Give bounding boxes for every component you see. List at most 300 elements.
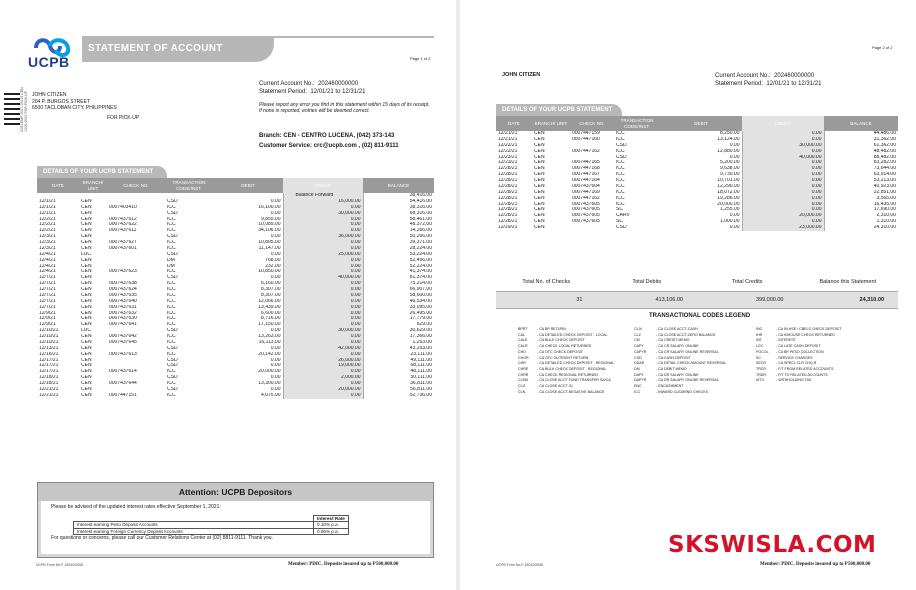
cell-credit: 0.00: [283, 334, 363, 340]
cell-credit: 0.00: [283, 258, 363, 264]
legend-code: SECR: [756, 361, 766, 366]
cell-date: 12/22/21: [498, 148, 518, 154]
cell-branch: CEN: [81, 210, 92, 216]
cell-branch: CEN: [81, 240, 92, 245]
cell-check-no: 0007437601: [109, 245, 137, 251]
cell-transaction-code: ICC: [167, 269, 176, 275]
cell-debit: 13,439.00: [258, 304, 281, 310]
cell-branch: CEN: [81, 257, 92, 263]
cell-date: 12/28/21: [498, 166, 518, 172]
cell-balance: 26,495.00: [409, 310, 432, 316]
cell-credit: 0.00: [283, 293, 363, 299]
cell-credit: 0.00: [283, 264, 363, 270]
cell-balance: 52,736.00: [409, 392, 432, 398]
legend-description: - CA CHECK REGIONAL RETURNED: [537, 372, 598, 377]
table-row: [37, 393, 434, 399]
summary-labels: [496, 273, 898, 291]
cell-check-no: 0007437638: [109, 281, 137, 287]
attention-notice: [37, 482, 434, 558]
cell-credit: 0.00: [742, 160, 824, 166]
cell-balance: 75,214.00: [409, 281, 432, 287]
cell-transaction-code: CSD: [167, 234, 178, 240]
attention-body: [41, 501, 430, 554]
cell-branch: CEN: [534, 195, 545, 201]
cell-debit: 232.00: [265, 263, 281, 269]
cell-credit: 36,000.00: [283, 234, 363, 240]
cell-transaction-code: ICC: [167, 392, 176, 398]
total-debits-label: Total Debits: [632, 278, 662, 285]
cell-date: 12/17/21: [39, 357, 59, 363]
cell-branch: CEN: [534, 207, 545, 213]
customer-name: JOHN CITIZEN: [32, 92, 67, 98]
cell-credit: 0.00: [742, 190, 824, 196]
cell-balance: 14,266.00: [409, 228, 432, 234]
cell-debit: 768.00: [265, 257, 281, 263]
cell-date: 12/4/21: [39, 263, 56, 269]
cell-branch: LUC: [81, 251, 92, 257]
cell-date: 12/18/21: [39, 375, 59, 381]
cell-debit: 4,075.00: [261, 392, 281, 398]
cell-transaction-code: ICC: [167, 381, 176, 386]
cell-branch: CEN: [81, 228, 92, 234]
cell-transaction-code: ICC: [167, 351, 176, 357]
cell-balance: 83,282.00: [873, 160, 896, 166]
legend-description: - CA CLOSE ACCT-CASH: [656, 327, 698, 331]
col-check-no: CHECK NO.: [107, 178, 165, 193]
cell-transaction-code: ICC: [167, 216, 176, 222]
cell-transaction-code: ICC: [616, 166, 625, 172]
cell-date: 12/28/21: [498, 178, 518, 183]
cell-credit: 0.00: [283, 305, 363, 311]
legend-description: - CA CLOSE ACCT GL: [537, 384, 574, 389]
cell-debit: 6,600.00: [261, 310, 281, 316]
cell-debit: 0.00: [270, 275, 281, 281]
legend-code: CALE: [518, 338, 528, 343]
cell-transaction-code: CSD: [167, 328, 178, 334]
cell-branch: CEN: [534, 148, 545, 154]
cell-check-no: 0007403410: [109, 204, 137, 210]
cell-debit: 8,716.00: [261, 316, 281, 322]
cell-branch: CEN: [81, 310, 92, 316]
cell-debit: 0.00: [270, 345, 281, 351]
legend-description: - CA BULK CHECK DEPOSIT: [537, 338, 585, 343]
cell-debit: 0.00: [270, 234, 281, 240]
legend-description: - CA DETAILED CHECK DEPOSIT - REGIONAL: [537, 361, 615, 366]
cell-date: 12/28/21: [498, 201, 518, 207]
cell-credit: 0.00: [283, 381, 363, 387]
cell-branch: CEN: [534, 225, 545, 230]
cell-debit: 20,000.00: [717, 201, 740, 207]
cell-balance: 53,213.00: [873, 178, 896, 183]
cell-branch: CEN: [534, 166, 545, 172]
cell-balance: 52,456.00: [409, 257, 432, 263]
cell-balance: 73,644.00: [873, 166, 896, 172]
cell-credit: 0.00: [742, 184, 824, 190]
cell-branch: CEN: [81, 263, 92, 269]
cell-date: 12/21/21: [498, 131, 518, 136]
cell-branch: CEN: [81, 363, 92, 369]
cell-debit: 34,106.00: [258, 228, 281, 234]
cell-balance: 39,371.00: [409, 240, 432, 245]
legend-description: - CA CLOSE ACCT-ZERO BALANCE: [656, 332, 716, 337]
cell-balance: 2,310.00: [876, 213, 896, 219]
legend-code: CHRE: [518, 366, 529, 371]
cell-balance: 629.00: [416, 322, 432, 328]
cell-date: 12/1/21: [39, 210, 56, 216]
cell-date: 12/17/21: [39, 369, 59, 375]
cell-credit: 0.00: [283, 369, 363, 375]
legend-code: INT: [756, 338, 762, 343]
cell-credit: 0.00: [283, 269, 363, 275]
cell-branch: CEN: [81, 316, 92, 322]
total-checks-value: 31: [576, 297, 583, 303]
cell-debit: 10,850.00: [258, 269, 281, 275]
cell-debit: 1,000.00: [720, 219, 740, 225]
cell-transaction-code: ICC: [616, 189, 625, 195]
legend-description: - INWARD CLEARING CHECKS: [656, 389, 708, 394]
legend-code: TRDR: [756, 372, 766, 377]
cell-date: 12/16/21: [39, 351, 59, 357]
cell-transaction-code: ICC: [167, 228, 176, 234]
cell-transaction-code: ICC: [167, 304, 176, 310]
cell-branch: CEN: [81, 369, 92, 375]
legend-description: - CA CR SALARY ONLINE REVERSAL: [656, 349, 719, 354]
cell-credit: 0.00: [283, 217, 363, 223]
cell-balance: 56,811.00: [410, 386, 432, 392]
cell-balance: 36,811.00: [410, 381, 432, 386]
cell-branch: CEN: [81, 334, 92, 339]
cell-branch: LUC: [81, 328, 92, 334]
cell-transaction-code: DM: [167, 263, 175, 269]
cell-date: 12/7/21: [39, 292, 56, 298]
cell-branch: CEN: [81, 204, 92, 210]
cell-check-no: 0007447168: [572, 166, 600, 172]
cell-credit: 0.00: [742, 166, 824, 172]
cell-branch: CEN: [81, 275, 92, 281]
cell-transaction-code: ICC: [616, 148, 625, 154]
legend-description: - CA INHOUSE CHECK RETURNED: [776, 332, 835, 337]
total-credits-value: 399,000.00: [755, 297, 784, 303]
cell-credit: 0.00: [742, 137, 824, 143]
cell-branch: CEN: [81, 198, 92, 204]
cell-debit: 8,307.00: [261, 287, 281, 292]
legend-code: LCC: [756, 344, 764, 349]
cell-credit: 0.00: [742, 178, 824, 184]
legend-code: CALR: [518, 344, 528, 349]
cell-balance: 48,372.00: [409, 222, 432, 228]
col-transaction-code: TRANSACTION CODE/INST.: [614, 116, 660, 131]
cell-check-no: 0007437642: [109, 334, 137, 339]
legend-code: CHR: [518, 361, 526, 366]
legend-code: CLIV: [634, 327, 642, 331]
cell-credit: 20,000.00: [283, 387, 363, 393]
cell-balance: 61,362.00: [873, 142, 896, 148]
cell-credit: 0.00: [283, 228, 363, 234]
legend-code: WTX: [756, 378, 764, 383]
cell-debit: 0.00: [270, 363, 281, 369]
cell-balance: 48,482.00: [873, 148, 896, 154]
cell-branch: CEN: [81, 351, 92, 357]
cell-debit: 5,200.00: [720, 160, 740, 166]
legend-description: - CA OTC OUTRIGHT RETURN: [537, 355, 589, 360]
table-row: [496, 225, 898, 231]
cell-date: 12/23/21: [498, 154, 518, 160]
cell-balance: 1,253.00: [412, 339, 432, 345]
legend-code: CHD: [518, 349, 526, 354]
cell-transaction-code: ICC: [167, 298, 176, 304]
cell-transaction-code: CSD: [167, 251, 178, 257]
cell-branch: CEN: [81, 322, 92, 328]
cell-date: 12/28/21: [498, 172, 518, 178]
cell-date: 12/10/21: [39, 339, 59, 345]
account-number: 202460000000: [318, 81, 359, 87]
cell-debit: 10,895.00: [258, 240, 281, 245]
cell-check-no: 0007447162: [572, 195, 600, 201]
cell-check-no: 0007437605: [572, 213, 600, 219]
interest-rate-header: Interest Rate: [314, 515, 349, 522]
cell-balance: 17,690.00: [873, 207, 896, 213]
cell-debit: 20,000.00: [258, 369, 281, 375]
cell-date: 12/28/21: [498, 183, 518, 189]
table-header-row: [37, 178, 434, 193]
legend-description: - CA DETAILED CHECK DEPOSIT - LOCAL: [537, 332, 608, 337]
cell-credit: 40,000.00: [283, 275, 363, 281]
cell-debit: 13,300.00: [258, 381, 281, 386]
cell-date: 12/13/21: [39, 345, 59, 351]
cell-debit: 0.00: [270, 210, 281, 216]
cell-balance: 68,316.00: [409, 210, 432, 216]
cell-balance: 22,851.00: [873, 189, 896, 195]
legend-description: - CA CHECK LOCAL RETURNED: [537, 344, 592, 349]
cell-branch: CEN: [534, 136, 545, 142]
legend-code: ENC: [634, 384, 642, 389]
cell-balance: 46,534.00: [409, 298, 432, 304]
cell-transaction-code: SC: [616, 207, 623, 213]
cell-transaction-code: ICC: [167, 369, 176, 375]
cell-date: 12/7/21: [39, 304, 56, 310]
page-number: Page 2 of 2: [872, 45, 893, 50]
cell-balance: 1,310.00: [876, 219, 896, 225]
cell-branch: CEN: [534, 178, 545, 183]
col-balance: BALANCE: [363, 178, 434, 193]
cell-credit: 26,000.00: [283, 358, 363, 364]
transaction-codes-legend: [518, 327, 878, 395]
cell-branch: CEN: [534, 201, 545, 207]
cell-debit: 16,113.00: [258, 339, 281, 345]
cell-transaction-code: SC: [616, 219, 623, 225]
cell-date: 12/28/21: [498, 189, 518, 195]
legend-code: DAPYR: [634, 378, 647, 383]
cell-transaction-code: ICC: [167, 287, 176, 292]
cell-transaction-code: ICC: [167, 339, 176, 345]
legend-code: CLN: [518, 389, 526, 394]
cell-date: 12/9/21: [39, 322, 56, 328]
watermark: SKSWISLA.COM: [668, 532, 877, 558]
cell-credit: 25,000.00: [283, 252, 363, 258]
cell-transaction-code: ICC: [167, 334, 176, 339]
cell-credit: 30,000.00: [742, 143, 824, 149]
vertical-routing-code: COD-EMP-2017-00123 CEN 12/31/2021 FOR PICK-UP: [20, 87, 28, 132]
cell-branch: CEN: [534, 142, 545, 148]
table-header-row: [496, 116, 898, 131]
cell-balance: 66,907.00: [409, 287, 432, 292]
legend-description: - INTEREST: [776, 338, 796, 343]
account-number: 202460000000: [774, 73, 815, 79]
cell-check-no: [570, 225, 614, 231]
cell-debit: 12,290.00: [717, 183, 740, 189]
cell-date: 12/3/21: [39, 240, 56, 245]
mail-barcode-icon: [4, 93, 20, 129]
cell-credit: 20,000.00: [742, 213, 824, 219]
cell-date: 12/10/21: [39, 328, 59, 334]
legend-code: POCOL: [756, 349, 769, 354]
cell-credit: 0.00: [283, 352, 363, 358]
cell-branch: CEN: [81, 357, 92, 363]
legend-title: TRANSACTIONAL CODES LEGEND: [649, 313, 751, 319]
statement-page-2: [460, 0, 916, 590]
account-info: [715, 72, 821, 88]
statement-summary: [496, 273, 898, 309]
statement-title: STATEMENT OF ACCOUNT: [88, 43, 223, 54]
cell-branch: CEN: [81, 281, 92, 287]
cell-debit: 0.00: [270, 198, 281, 204]
cell-balance: 24,310.00: [873, 225, 896, 230]
account-info: [259, 80, 365, 96]
cell-date: 12/1/21: [39, 204, 56, 210]
legend-code: DAPY: [634, 372, 644, 377]
cell-debit: 12,066.00: [258, 298, 281, 304]
cell-credit: 0.00: [283, 240, 363, 246]
cell-date: 12/7/21: [39, 281, 56, 287]
cell-date: 12/7/21: [39, 275, 56, 281]
cell-date: 12/22/21: [498, 142, 518, 148]
cell-transaction-code: ICC: [616, 178, 625, 183]
cell-date: 12/17/21: [39, 363, 59, 369]
cell-balance: 58,600.00: [409, 292, 432, 298]
cell-check-no: 0007437632: [109, 310, 137, 316]
cell-debit: 18,072.00: [717, 189, 740, 195]
cell-balance: 54,416.00: [409, 198, 432, 204]
cell-transaction-code: ICC: [167, 240, 176, 245]
cell-credit: 0.00: [742, 149, 824, 155]
legend-description: - CA DR SALARY ONLINE REVERSAL: [656, 378, 719, 383]
cell-balance: 50,266.00: [409, 234, 432, 240]
cell-branch: CEN: [534, 131, 545, 136]
form-number: UCPB Form No.F-18010/2008: [496, 563, 544, 567]
cell-branch: CEN: [81, 298, 92, 304]
statement-period: 12/01/21 to 12/31/21: [310, 89, 366, 95]
cell-debit: 13,124.00: [717, 136, 740, 142]
cell-transaction-code: CSD: [167, 345, 178, 351]
rate-row: [74, 528, 349, 535]
pdic-notice: Member: PDIC. Deposits insured up to P500,000.00: [760, 562, 871, 567]
cell-balance: 63,914.00: [873, 172, 896, 178]
cell-debit: 0.00: [270, 386, 281, 392]
cell-check-no: 0007437611: [109, 228, 137, 234]
cell-branch: CEN: [81, 245, 92, 251]
legend-description: - CA DR SALARY ONLINE: [656, 372, 699, 377]
cell-branch: CEN: [81, 381, 92, 386]
cell-debit: 10,089.00: [258, 222, 281, 228]
legend-code: SC: [756, 355, 761, 360]
cell-transaction-code: ICC: [616, 136, 625, 142]
rate-value: 0.05% p.a.: [314, 528, 349, 535]
legend-code: CAPYR: [634, 349, 647, 354]
cell-date: 12/2/21: [39, 222, 56, 228]
legend-description: - F/T FROM RELATED ACCOUNTS: [776, 366, 834, 371]
account-number-label: Current Account No.:: [259, 81, 315, 87]
cell-balance: 17,366.00: [409, 334, 432, 339]
legend-code: IHR: [756, 332, 763, 337]
cell-check-no: 0007437614: [109, 369, 137, 375]
legend-description: [776, 390, 878, 396]
col-date: DATE: [37, 178, 79, 193]
cell-transaction-code: CSD: [167, 198, 178, 204]
cell-credit: 0.00: [742, 172, 824, 178]
cell-date: 12/7/21: [39, 298, 56, 304]
cell-balance: 88,482.00: [873, 154, 896, 160]
cell-date: 12/2/21: [39, 228, 56, 234]
col-balance: BALANCE: [824, 116, 898, 131]
cell-branch: CEN: [81, 222, 92, 228]
cell-balance: 53,224.00: [409, 251, 432, 257]
cell-check-no: 0007447162: [572, 148, 600, 154]
legend-code: CLZ: [634, 332, 641, 337]
legend-description: - WITHHOLDING TAX: [776, 378, 812, 383]
rate-value: 0.10% p.a.: [314, 522, 349, 529]
legend-description: - CA CLOSE ACCT-NEGATIVE BALANCE: [537, 389, 605, 394]
cell-date: 12/3/21: [39, 234, 56, 240]
cell-date: 12/21/21: [39, 392, 59, 398]
cell-debit: 19,286.00: [717, 195, 740, 201]
cell-balance: 23,111.00: [410, 351, 432, 357]
cell-check-no: 0007437605: [572, 219, 600, 225]
cell-transaction-code: ICC: [616, 131, 625, 136]
cell-transaction-code: ICC: [167, 204, 176, 210]
cell-transaction-code: CSD: [167, 386, 178, 392]
error-notice: Please report any error you find in this statement within 15 days of its receipt. If none is reported, entries will be deemed correct.: [259, 102, 430, 115]
cell-check-no: 0007447169: [572, 189, 600, 195]
legend-description: - CA DEBIT MEMO: [656, 366, 687, 371]
cell-debit: 0.00: [270, 251, 281, 257]
cell-balance: 31,362.00: [873, 136, 896, 142]
cell-debit: 9,855.00: [261, 216, 281, 222]
cell-balance: 33,095.00: [409, 304, 432, 310]
cell-debit: 0.00: [729, 154, 740, 160]
cell-credit: 40,000.00: [742, 155, 824, 161]
cell-debit: 0.00: [270, 357, 281, 363]
statement-page-1: [0, 0, 456, 590]
cell-branch: CEN: [81, 339, 92, 345]
legend-code: BPRT: [518, 327, 528, 331]
cell-check-no: 0007437612: [109, 216, 137, 222]
cell-date: 12/28/21: [498, 195, 518, 201]
cell-transaction-code: ICC: [167, 310, 176, 316]
customer-address: [32, 92, 117, 112]
legend-code: CHOR: [518, 355, 529, 360]
table-section-title: DETAILS OF YOUR UCPB STATEMENT: [496, 104, 622, 116]
cell-credit: 16,000.00: [283, 199, 363, 205]
legend-code: DDAR: [634, 361, 645, 366]
statement-period-label: Statement Period:: [259, 89, 308, 95]
col-date: DATE: [496, 116, 532, 131]
cell-balance: 28,224.00: [409, 245, 432, 251]
cell-debit: 1,255.00: [720, 207, 740, 213]
total-checks-label: Total No. of Checks: [522, 278, 571, 285]
cell-transaction-code: CARV: [616, 213, 630, 219]
cell-transaction-code: CSD: [167, 363, 178, 369]
statement-period-label: Statement Period:: [715, 81, 764, 87]
